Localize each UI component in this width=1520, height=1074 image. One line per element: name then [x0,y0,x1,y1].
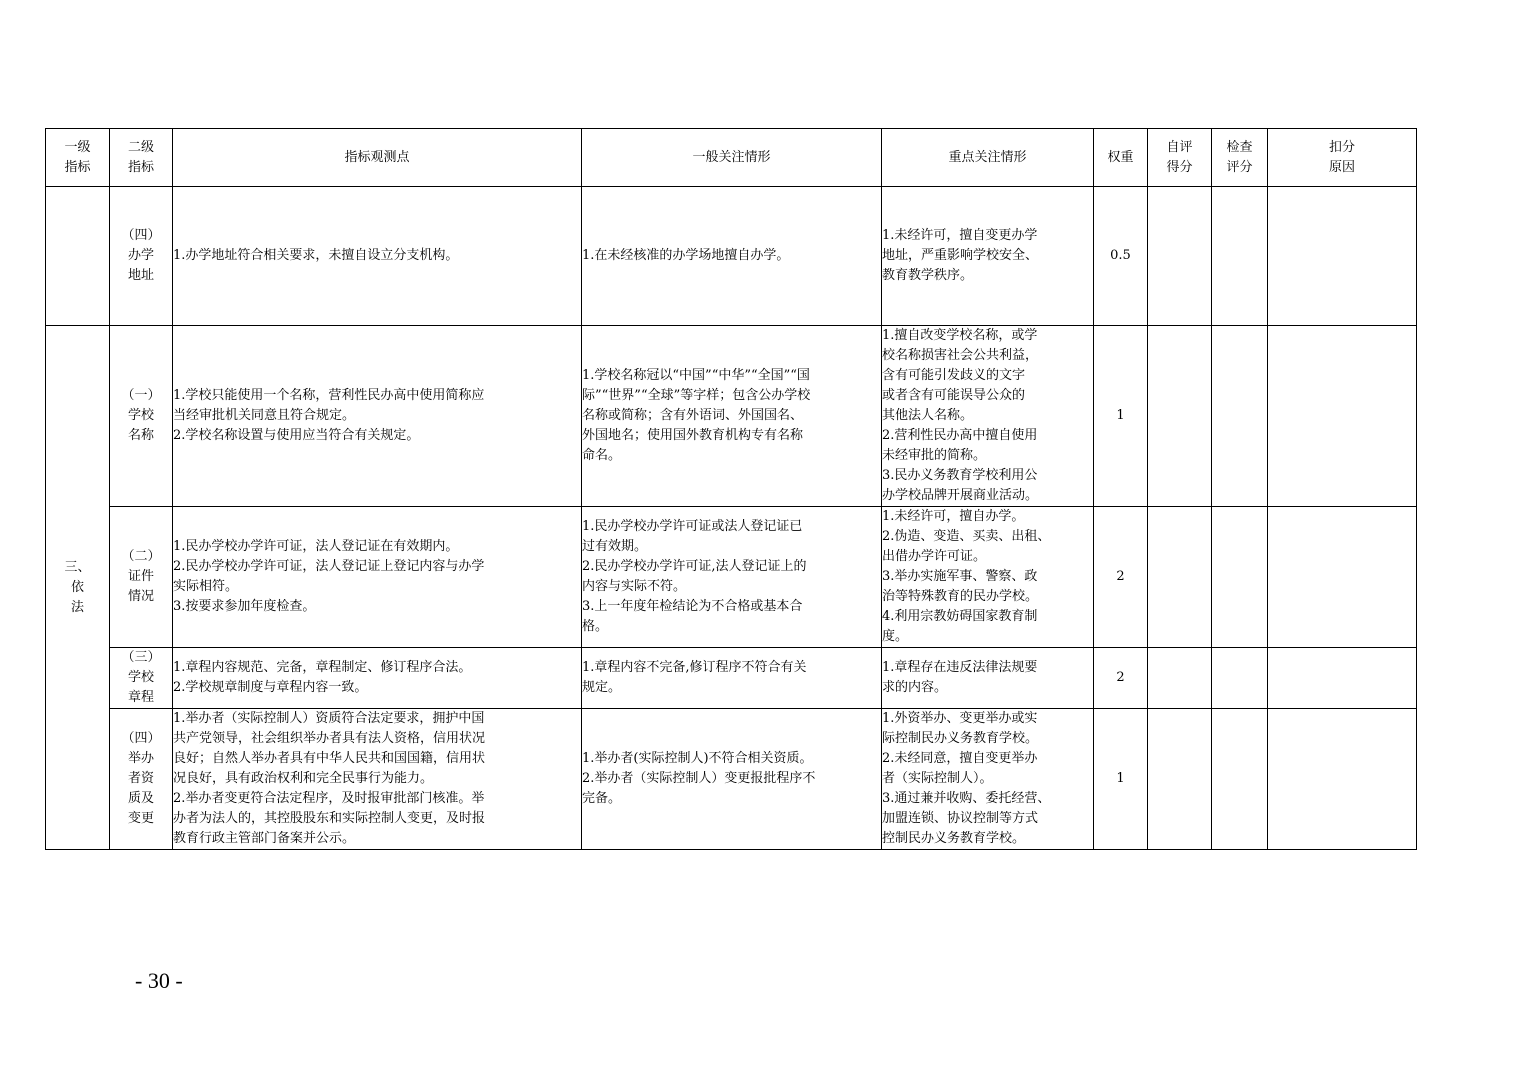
header-self-score: 自评 得分 [1148,129,1212,187]
deduction-reason-cell[interactable] [1268,709,1417,850]
header-row [46,129,1417,187]
header-level2: 二级 指标 [110,129,173,187]
general-concern-cell: 1.举办者(实际控制人)不符合相关资质。 2.举办者（实际控制人）变更报批程序不 完备。 [582,709,882,850]
observation-cell: 1.举办者（实际控制人）资质符合法定要求，拥护中国 共产党领导，社会组织举办者具有法人资格，信用状况 良好；自然人举办者具有中华人民共和国国籍，信用状 况良好，具有政治权利和完全民事行为能力。 2.举办者变更符合法定程序，及时报审批部门核准。举 办者为法人的，其控股股东和实际控制人变更，及时报 教育行政主管部门备案并公示。 [173,709,582,850]
key-concern-cell: 1.章程存在违反法律法规要 求的内容。 [882,648,1094,709]
self-score-cell[interactable] [1148,507,1212,648]
check-score-cell[interactable] [1212,648,1268,709]
header-level1: 一级 指标 [46,129,110,187]
general-concern-cell: 1.章程内容不完备,修订程序不符合有关 规定。 [582,648,882,709]
deduction-reason-cell[interactable] [1268,326,1417,507]
weight-cell: 1 [1094,709,1148,850]
header-deduction-reason: 扣分 原因 [1268,129,1417,187]
level2-cell: （二） 证件 情况 [110,507,173,648]
header-check-score: 检查 评分 [1212,129,1268,187]
deduction-reason-cell[interactable] [1268,187,1417,326]
level2-cell: （四） 举办 者资 质及 变更 [110,709,173,850]
header-observation: 指标观测点 [173,129,582,187]
table-row [46,187,1417,326]
self-score-cell[interactable] [1148,709,1212,850]
key-concern-cell: 1.未经许可，擅自变更办学 地址，严重影响学校安全、 教育教学秩序。 [882,187,1094,326]
observation-cell: 1.学校只能使用一个名称，营利性民办高中使用简称应 当经审批机关同意且符合规定。 2.学校名称设置与使用应当符合有关规定。 [173,326,582,507]
self-score-cell[interactable] [1148,648,1212,709]
table-row [46,648,1417,709]
key-concern-cell: 1.擅自改变学校名称，或学 校名称损害社会公共利益， 含有可能引发歧义的文字 或者含有可能误导公众的 其他法人名称。 2.营利性民办高中擅自使用 未经审批的简称。 3.民办义务教育学校利用公 办学校品牌开展商业活动。 [882,326,1094,507]
header-weight: 权重 [1094,129,1148,187]
check-score-cell[interactable] [1212,507,1268,648]
level1-cell-empty [46,187,110,326]
level2-cell: （一） 学校 名称 [110,326,173,507]
general-concern-cell: 1.学校名称冠以“中国”“中华”“全国”“国 际”“世界”“全球”等字样；包含公办学校 名称或简称；含有外语词、外国国名、 外国地名；使用国外教育机构专有名称 命名。 [582,326,882,507]
observation-cell: 1.办学地址符合相关要求，未擅自设立分支机构。 [173,187,582,326]
weight-cell: 0.5 [1094,187,1148,326]
table-row [46,326,1417,507]
level2-cell: （四） 办学 地址 [110,187,173,326]
header-key: 重点关注情形 [882,129,1094,187]
observation-cell: 1.章程内容规范、完备，章程制定、修订程序合法。 2.学校规章制度与章程内容一致。 [173,648,582,709]
level1-cell: 三、 依 法 [46,326,110,850]
page-number: - 30 - [135,968,183,993]
header-general: 一般关注情形 [582,129,882,187]
level2-cell: （三） 学校 章程 [110,648,173,709]
key-concern-cell: 1.未经许可，擅自办学。 2.伪造、变造、买卖、出租、 出借办学许可证。 3.举办实施军事、警察、政 治等特殊教育的民办学校。 4.利用宗教妨碍国家教育制 度。 [882,507,1094,648]
check-score-cell[interactable] [1212,187,1268,326]
table-row [46,709,1417,850]
self-score-cell[interactable] [1148,187,1212,326]
key-concern-cell: 1.外资举办、变更举办或实 际控制民办义务教育学校。 2.未经同意，擅自变更举办 者（实际控制人）。 3.通过兼并收购、委托经营、 加盟连锁、协议控制等方式 控制民办义务教育学校。 [882,709,1094,850]
observation-cell: 1.民办学校办学许可证，法人登记证在有效期内。 2.民办学校办学许可证，法人登记证上登记内容与办学 实际相符。 3.按要求参加年度检查。 [173,507,582,648]
table-row [46,507,1417,648]
deduction-reason-cell[interactable] [1268,648,1417,709]
evaluation-table [45,128,1417,850]
deduction-reason-cell[interactable] [1268,507,1417,648]
self-score-cell[interactable] [1148,326,1212,507]
weight-cell: 2 [1094,648,1148,709]
check-score-cell[interactable] [1212,326,1268,507]
general-concern-cell: 1.在未经核准的办学场地擅自办学。 [582,187,882,326]
check-score-cell[interactable] [1212,709,1268,850]
general-concern-cell: 1.民办学校办学许可证或法人登记证已 过有效期。 2.民办学校办学许可证,法人登记证上的 内容与实际不符。 3.上一年度年检结论为不合格或基本合 格。 [582,507,882,648]
weight-cell: 2 [1094,507,1148,648]
weight-cell: 1 [1094,326,1148,507]
